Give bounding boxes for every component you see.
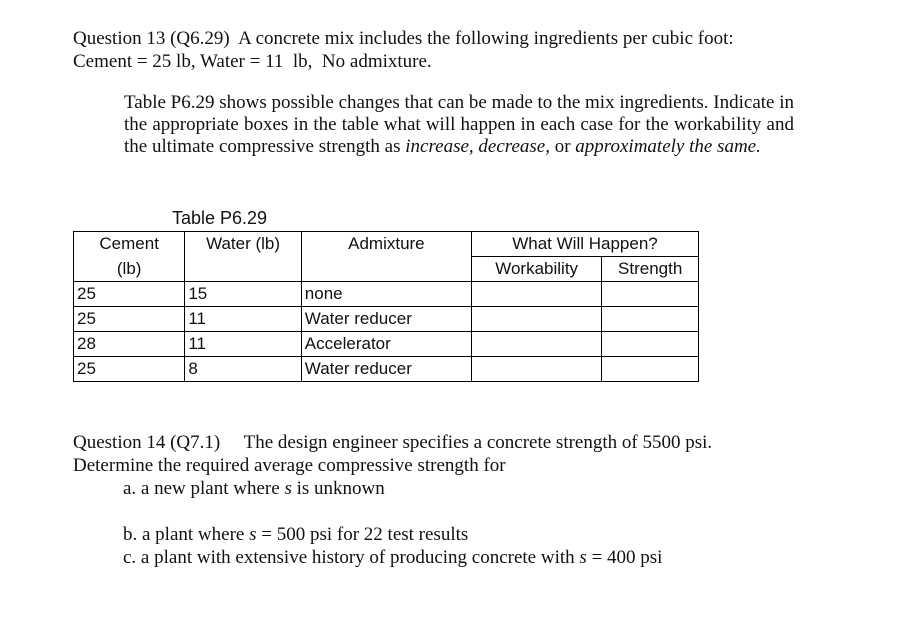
header-admixture-blank [301,257,471,282]
question-13 [73,27,873,73]
table-row [74,282,699,307]
instructions-connector: or [549,136,576,157]
item-c-variable: s [579,547,587,568]
header-water-blank [185,257,301,282]
question-13-line-1: Question 13 (Q6.29) A concrete mix includes the following ingredients per cubic foot: [73,28,734,49]
cell-water: 15 [185,282,301,307]
table-caption: Table P6.29 [172,208,268,228]
table-header-row-1 [74,232,699,257]
table-row [74,307,699,332]
cell-cement: 25 [74,307,185,332]
instructions-text: Table P6.29 shows possible changes that can be made to the mix ingredients. Indicate in the appropriate boxes in the table what will happen in each case for the workability and the ultimate compressive strength as [124,92,794,157]
question-14 [73,431,873,569]
cell-water: 11 [185,332,301,357]
item-c-suffix: = 400 psi [586,547,663,568]
cell-strength-answer[interactable] [602,357,699,382]
question-14-line-1: Question 14 (Q7.1) The design engineer specifies a concrete strength of 5500 psi. [73,432,713,453]
item-b-prefix: b. a plant where [123,524,250,545]
instructions-options-2: approximately the same. [575,136,761,157]
header-what-will-happen: What Will Happen? [471,232,698,257]
cell-cement: 28 [74,332,185,357]
question-13-line-2: Cement = 25 lb, Water = 11 lb, No admixture. [73,51,432,72]
question-14-item-b [73,523,873,546]
cell-cement: 25 [74,357,185,382]
cell-workability-answer[interactable] [471,332,601,357]
item-a-prefix: a. a new plant where [123,478,285,499]
cell-water: 8 [185,357,301,382]
header-strength: Strength [602,257,699,282]
cell-strength-answer[interactable] [602,332,699,357]
cell-water: 11 [185,307,301,332]
header-workability: Workability [471,257,601,282]
instructions-options-1: increase, decrease, [405,136,550,157]
cell-strength-answer[interactable] [602,307,699,332]
table-header-row-2 [74,257,699,282]
table-p6-29 [73,231,699,382]
cell-admixture: Accelerator [301,332,471,357]
question-14-line-2: Determine the required average compressive strength for [73,455,506,476]
cell-workability-answer[interactable] [471,282,601,307]
spacer [73,500,873,523]
table-row [74,332,699,357]
question-14-item-a [73,477,873,500]
instructions-paragraph [124,92,794,158]
header-water: Water (lb) [185,232,301,257]
cell-admixture: Water reducer [301,307,471,332]
cell-cement: 25 [74,282,185,307]
item-a-suffix: is unknown [291,478,385,499]
item-c-prefix: c. a plant with extensive history of producing concrete with [123,547,580,568]
table-row [74,357,699,382]
cell-admixture: Water reducer [301,357,471,382]
question-14-item-c [73,546,873,569]
cell-admixture: none [301,282,471,307]
cell-strength-answer[interactable] [602,282,699,307]
header-admixture: Admixture [301,232,471,257]
header-cement: Cement [74,232,185,257]
item-b-suffix: = 500 psi for 22 test results [256,524,469,545]
item-a-variable: s [284,478,292,499]
header-cement-unit: (lb) [74,257,185,282]
cell-workability-answer[interactable] [471,307,601,332]
cell-workability-answer[interactable] [471,357,601,382]
item-b-variable: s [249,524,257,545]
